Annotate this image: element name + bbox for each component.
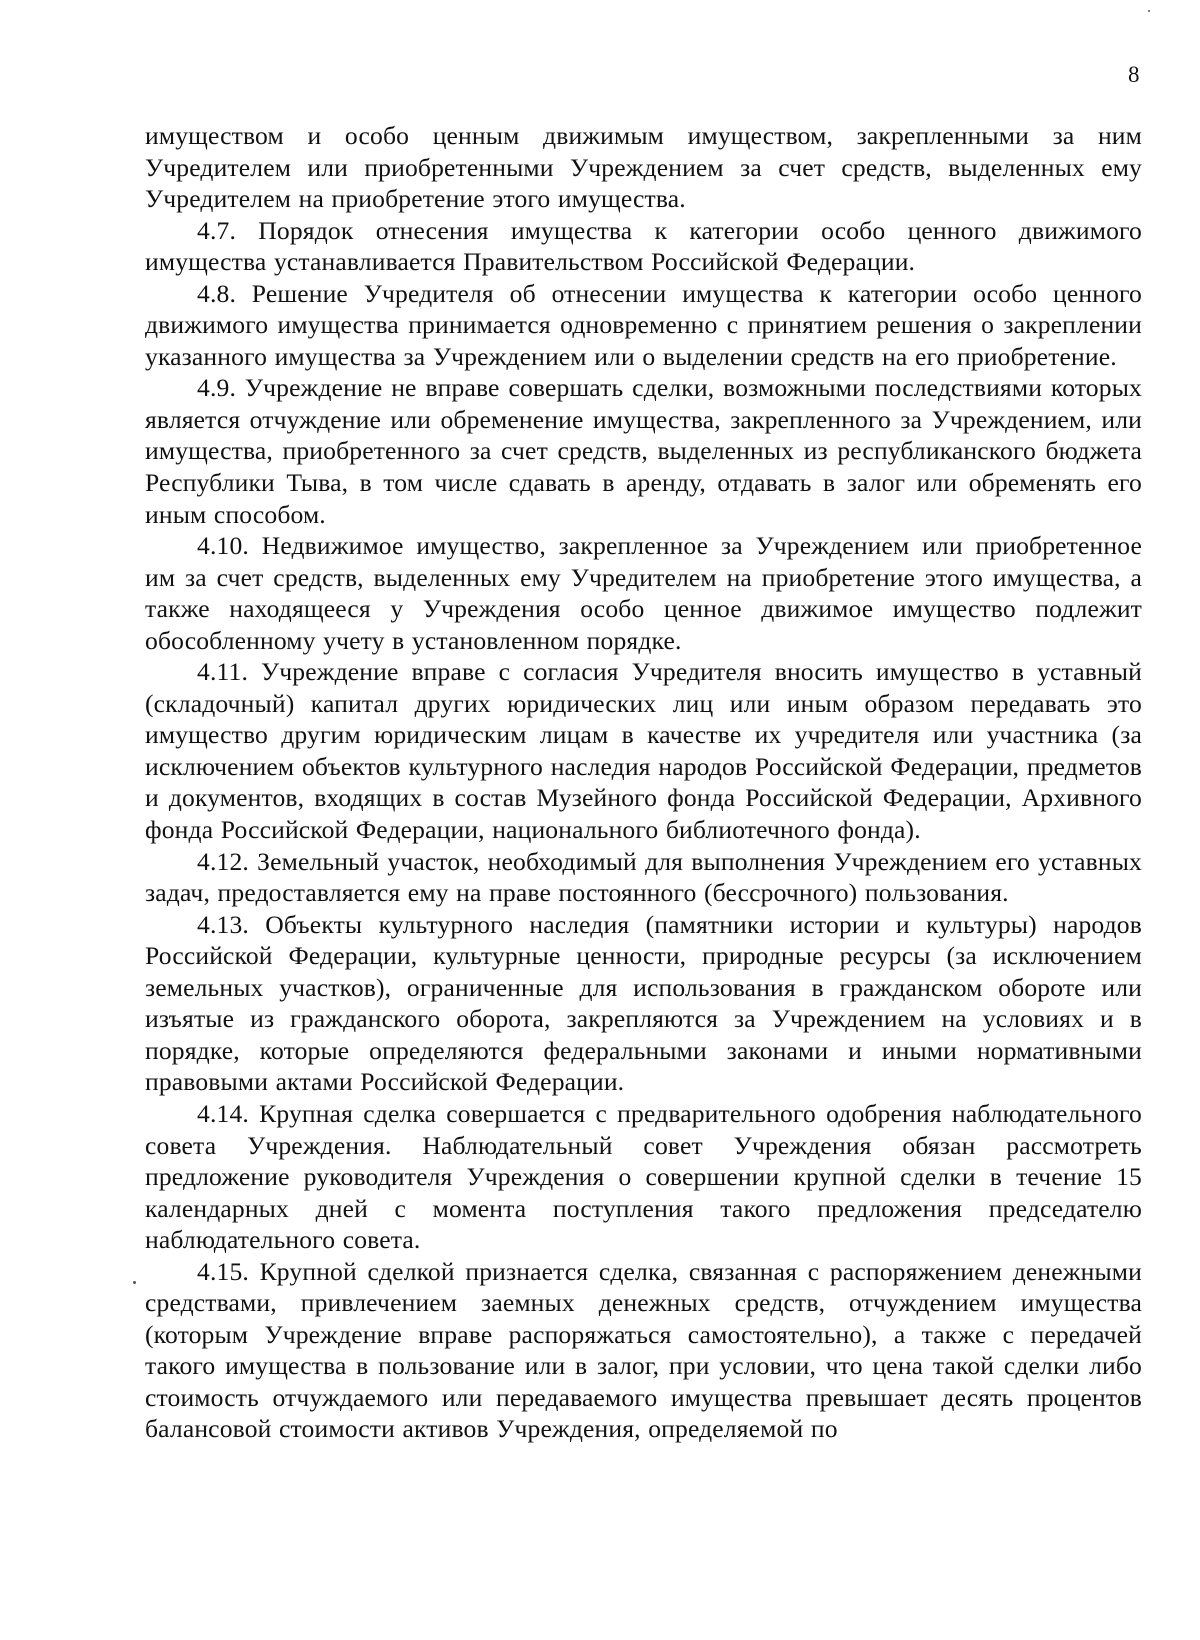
paragraph-4-15: 4.15. Крупной сделкой признается сделка, связанная с распоряжением денежными средствами, привлечением заемных денежных средств, отчуждением имущества (которым Учреждение вправе распоряжаться самостоятельно), а также с передачей такого имущества в пользование или в залог, при условии, что цена такой сделки либо стоимость отчуждаемого или передаваемого имущества превышает десять процентов балансовой стоимости активов Учреждения, определяемой по — [145, 1256, 1142, 1444]
paragraph-4-12: 4.12. Земельный участок, необходимый для выполнения Учреждением его уставных задач, предоставляется ему на праве постоянного (бессрочного) пользования. — [145, 846, 1142, 908]
paragraph-4-7: 4.7. Порядок отнесения имущества к категории особо ценного движимого имущества устанавливается Правительством Российской Федерации. — [145, 215, 1142, 277]
paragraph-4-13: 4.13. Объекты культурного наследия (памятники истории и культуры) народов Российской Федерации, культурные ценности, природные ресурсы (за исключением земельных участков), ограниченные для использования в гражданском обороте или изъятые из гражданского оборота, закрепляются за Учреждением на условиях и в порядке, которые определяются федеральными законами и иными нормативными правовыми актами Российской Федерации. — [145, 909, 1142, 1097]
scan-speck — [1148, 10, 1150, 12]
paragraph-4-14: 4.14. Крупная сделка совершается с предварительного одобрения наблюдательного совета Учреждения. Наблюдательный совет Учреждения обязан рассмотреть предложение руководителя Учреждения о совершении крупной сделки в течение 15 календарных дней с момента поступления такого предложения председателю наблюдательного совета. — [145, 1098, 1142, 1255]
paragraph-4-8: 4.8. Решение Учредителя об отнесении имущества к категории особо ценного движимого имущества принимается одновременно с принятием решения о закреплении указанного имущества за Учреждением или о выделении средств на его приобретение. — [145, 278, 1142, 371]
document-body — [145, 120, 1142, 1445]
scan-speck — [133, 1281, 136, 1284]
paragraph-4-9: 4.9. Учреждение не вправе совершать сделки, возможными последствиями которых является отчуждение или обременение имущества, закрепленного за Учреждением, или имущества, приобретенного за счет средств, выделенных из республиканского бюджета Республики Тыва, в том числе сдавать в аренду, отдавать в залог или обременять его иным способом. — [145, 373, 1142, 529]
paragraph-continuation: имуществом и особо ценным движимым имуществом, закрепленными за ним Учредителем или приобретенными Учреждением за счет средств, выделенных ему Учредителем на приобретение этого имущества. — [145, 121, 1142, 214]
page-number: 8 — [1128, 62, 1140, 87]
paragraph-4-11: 4.11. Учреждение вправе с согласия Учредителя вносить имущество в уставный (складочный) капитал других юридических лиц или иным образом передавать это имущество другим юридическим лицам в качестве их учредителя или участника (за исключением объектов культурного наследия народов Российской Федерации, предметов и документов, входящих в состав Музейного фонда Российской Федерации, Архивного фонда Российской Федерации, национального библиотечного фонда). — [145, 657, 1142, 845]
paragraph-4-10: 4.10. Недвижимое имущество, закрепленное за Учреждением или приобретенное им за счет средств, выделенных ему Учредителем на приобретение этого имущества, а также находящееся у Учреждения особо ценное движимое имущество подлежит обособленному учету в установленном порядке. — [145, 531, 1142, 655]
